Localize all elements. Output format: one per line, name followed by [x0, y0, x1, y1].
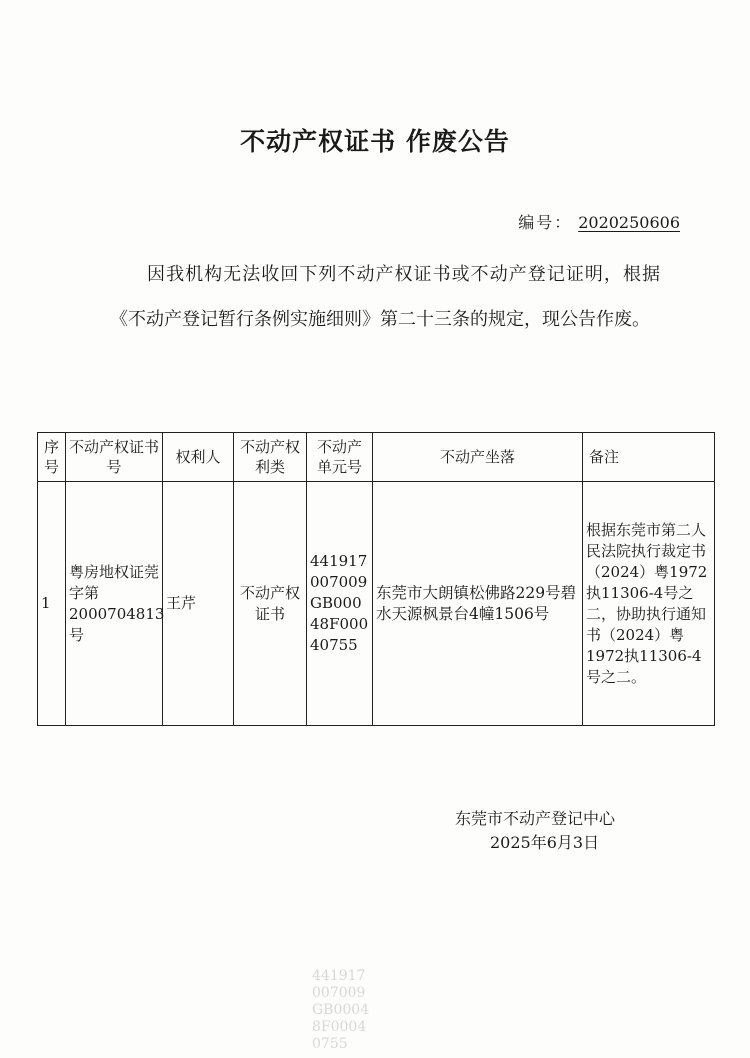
document-number-value: 2020250606 [578, 213, 680, 232]
issue-date: 2025年6月3日 [490, 833, 600, 852]
document-number-label: 编号： [518, 213, 573, 232]
header-unit-no: 不动产单元号 [307, 433, 373, 482]
header-right-type: 不动产权利类 [234, 433, 307, 482]
cell-cert-no: 粤房地权证莞字第2000704813号 [66, 482, 163, 726]
header-seq: 序号 [38, 433, 66, 482]
announcement-text: 因我机构无法收回下列不动产权证书或不动产登记证明，根据《不动产登记暂行条例实施细则》第二十三条的规定，现公告作废。 [110, 264, 660, 330]
certificate-table [37, 432, 715, 726]
cell-unit-no: 441917007009GB00048F00040755 [307, 482, 373, 726]
issuer-name: 东莞市不动产登记中心 [455, 809, 616, 828]
header-remark: 备注 [583, 433, 715, 482]
header-cert-no: 不动产权证书号 [66, 433, 163, 482]
bleed-line: 007009 [312, 985, 366, 1001]
header-holder: 权利人 [163, 433, 234, 482]
announcement-body [110, 252, 660, 342]
bleed-line: GB0004 [312, 1002, 370, 1018]
cell-seq: 1 [38, 482, 66, 726]
table-row [38, 482, 715, 726]
table-header-row [38, 433, 715, 482]
bleed-line: 0755 [312, 1036, 348, 1052]
cell-remark: 根据东莞市第二人民法院执行裁定书（2024）粤1972执11306-4号之二，协助执行通知书（2024）粤1972执11306-4号之二。 [583, 482, 715, 726]
cell-holder: 王芹 [163, 482, 234, 726]
cell-right-type: 不动产权证书 [234, 482, 307, 726]
bleed-line: 441917 [312, 968, 366, 984]
bleed-through-text [312, 968, 376, 1053]
page-title: 不动产权证书 作废公告 [240, 127, 510, 156]
cell-location: 东莞市大朗镇松佛路229号碧水天源枫景台4幢1506号 [373, 482, 583, 726]
bleed-line: 8F0004 [312, 1019, 367, 1035]
header-location: 不动产坐落 [373, 433, 583, 482]
document-number [518, 210, 680, 233]
